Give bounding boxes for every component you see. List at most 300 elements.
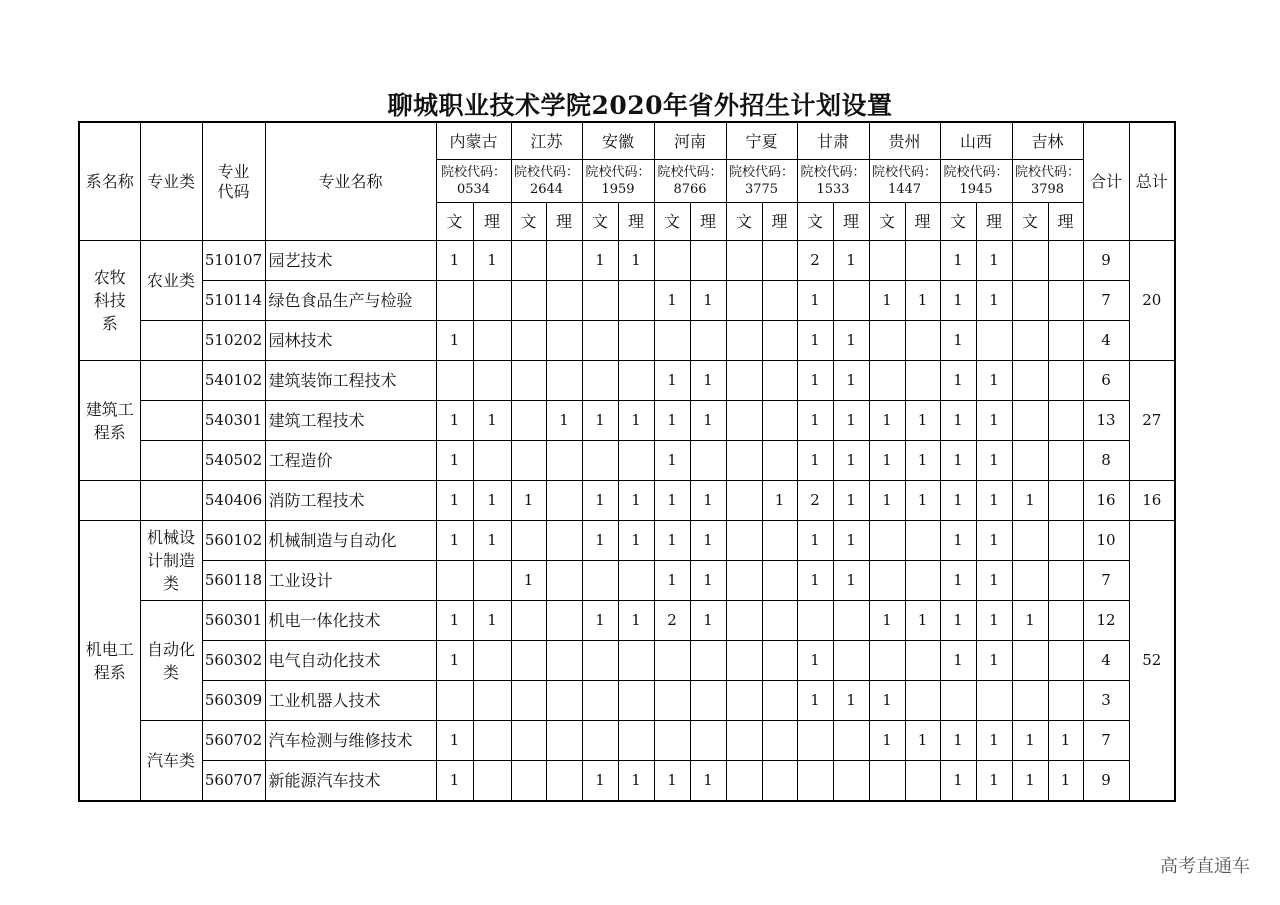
count-wen: 2 — [654, 601, 690, 641]
count-li — [690, 681, 726, 721]
count-li — [762, 721, 797, 761]
count-li — [762, 321, 797, 361]
count-li: 1 — [905, 721, 940, 761]
count-li — [905, 521, 940, 561]
count-li — [905, 321, 940, 361]
count-wen: 1 — [654, 281, 690, 321]
header-wen: 文 — [940, 203, 976, 241]
count-li: 1 — [976, 561, 1012, 601]
count-wen: 1 — [1012, 601, 1048, 641]
province-name: 河南 — [654, 122, 726, 160]
count-wen: 1 — [869, 401, 905, 441]
count-li: 1 — [546, 401, 582, 441]
count-wen: 1 — [654, 761, 690, 802]
table-row — [79, 281, 1175, 321]
count-wen: 1 — [869, 281, 905, 321]
count-li: 1 — [905, 601, 940, 641]
count-li: 1 — [833, 681, 869, 721]
count-wen — [1012, 401, 1048, 441]
category-cell — [140, 481, 202, 521]
count-wen — [582, 441, 618, 481]
count-wen: 1 — [797, 521, 833, 561]
province-name: 江苏 — [511, 122, 582, 160]
count-li — [618, 561, 654, 601]
header-li: 理 — [833, 203, 869, 241]
count-li — [905, 681, 940, 721]
count-wen — [726, 561, 762, 601]
count-wen — [797, 721, 833, 761]
count-li — [762, 401, 797, 441]
table-row — [79, 401, 1175, 441]
count-li: 1 — [976, 721, 1012, 761]
count-li — [618, 641, 654, 681]
count-li: 1 — [833, 561, 869, 601]
row-subtotal: 16 — [1083, 481, 1129, 521]
table-row — [79, 521, 1175, 561]
province-name: 贵州 — [869, 122, 940, 160]
count-li — [473, 441, 511, 481]
count-li — [546, 361, 582, 401]
count-wen — [511, 641, 546, 681]
count-wen — [940, 681, 976, 721]
count-wen — [726, 361, 762, 401]
major-code: 560702 — [202, 721, 265, 761]
count-li: 1 — [690, 361, 726, 401]
count-li: 1 — [690, 401, 726, 441]
count-wen: 1 — [436, 641, 473, 681]
count-li: 1 — [976, 361, 1012, 401]
count-li: 1 — [618, 761, 654, 802]
count-wen — [869, 241, 905, 281]
count-wen — [511, 721, 546, 761]
count-wen: 1 — [582, 601, 618, 641]
count-li — [762, 601, 797, 641]
count-wen — [797, 761, 833, 802]
header-li: 理 — [1048, 203, 1083, 241]
count-li: 1 — [473, 401, 511, 441]
major-code: 560302 — [202, 641, 265, 681]
count-li — [1048, 281, 1083, 321]
count-li — [1048, 241, 1083, 281]
count-li: 1 — [976, 441, 1012, 481]
count-li — [473, 561, 511, 601]
count-wen — [726, 641, 762, 681]
count-wen — [726, 441, 762, 481]
count-li: 1 — [976, 761, 1012, 802]
count-li — [546, 281, 582, 321]
count-wen — [436, 561, 473, 601]
count-li — [1048, 641, 1083, 681]
count-li — [546, 761, 582, 802]
count-li — [1048, 441, 1083, 481]
count-li — [618, 281, 654, 321]
count-li: 1 — [833, 481, 869, 521]
count-wen: 2 — [797, 241, 833, 281]
count-wen: 1 — [797, 681, 833, 721]
count-wen: 1 — [797, 361, 833, 401]
count-li — [1048, 361, 1083, 401]
count-wen — [511, 321, 546, 361]
count-li: 1 — [473, 521, 511, 561]
category-cell — [140, 321, 202, 361]
count-wen: 1 — [940, 281, 976, 321]
count-wen — [726, 721, 762, 761]
count-li — [905, 761, 940, 802]
dept-cell: 建筑工程系 — [79, 361, 140, 481]
count-wen — [869, 761, 905, 802]
count-wen — [582, 281, 618, 321]
count-li — [546, 521, 582, 561]
count-wen — [797, 601, 833, 641]
count-li — [618, 681, 654, 721]
count-wen: 1 — [436, 241, 473, 281]
major-name: 建筑工程技术 — [265, 401, 436, 441]
row-subtotal: 7 — [1083, 281, 1129, 321]
header-total: 总计 — [1129, 122, 1175, 241]
count-li — [618, 321, 654, 361]
dept-cell: 机电工程系 — [79, 521, 140, 802]
count-li: 1 — [690, 761, 726, 802]
major-name: 工业机器人技术 — [265, 681, 436, 721]
count-wen: 1 — [797, 561, 833, 601]
group-total: 16 — [1129, 481, 1175, 521]
count-wen: 1 — [436, 721, 473, 761]
count-li — [833, 641, 869, 681]
school-code: 院校代码：3775 — [726, 160, 797, 203]
count-wen — [654, 321, 690, 361]
count-li: 1 — [1048, 761, 1083, 802]
count-li — [905, 641, 940, 681]
count-li — [546, 561, 582, 601]
count-wen — [511, 281, 546, 321]
header-wen: 文 — [869, 203, 905, 241]
count-li — [976, 681, 1012, 721]
count-wen: 1 — [797, 321, 833, 361]
count-wen: 1 — [436, 761, 473, 802]
school-code: 院校代码：1959 — [582, 160, 654, 203]
school-code: 院校代码：8766 — [654, 160, 726, 203]
count-li — [690, 641, 726, 681]
count-li — [690, 441, 726, 481]
count-wen — [869, 561, 905, 601]
count-wen: 1 — [582, 401, 618, 441]
count-li — [473, 721, 511, 761]
table-row — [79, 681, 1175, 721]
row-subtotal: 9 — [1083, 241, 1129, 281]
count-li — [762, 761, 797, 802]
count-wen — [582, 561, 618, 601]
count-wen: 1 — [654, 401, 690, 441]
major-code: 540301 — [202, 401, 265, 441]
count-li: 1 — [618, 241, 654, 281]
header-name: 专业名称 — [265, 122, 436, 241]
count-li — [473, 681, 511, 721]
major-name: 汽车检测与维修技术 — [265, 721, 436, 761]
count-li: 1 — [833, 401, 869, 441]
school-code: 院校代码：1447 — [869, 160, 940, 203]
header-wen: 文 — [436, 203, 473, 241]
category-cell — [140, 361, 202, 401]
count-wen — [869, 641, 905, 681]
count-li — [976, 321, 1012, 361]
category-cell — [140, 401, 202, 441]
count-li — [546, 481, 582, 521]
count-li — [473, 641, 511, 681]
major-name: 工程造价 — [265, 441, 436, 481]
enrollment-plan-table — [78, 121, 1176, 802]
count-wen: 1 — [654, 561, 690, 601]
header-code: 专业代码 — [202, 122, 265, 241]
count-li — [546, 601, 582, 641]
count-li — [1048, 681, 1083, 721]
count-wen: 1 — [436, 401, 473, 441]
count-wen — [1012, 681, 1048, 721]
header-category: 专业类 — [140, 122, 202, 241]
count-wen: 1 — [654, 521, 690, 561]
major-code: 560118 — [202, 561, 265, 601]
count-wen — [582, 721, 618, 761]
row-subtotal: 4 — [1083, 321, 1129, 361]
group-total: 20 — [1129, 241, 1175, 361]
count-wen — [726, 481, 762, 521]
count-wen — [726, 281, 762, 321]
count-wen — [654, 721, 690, 761]
count-li — [546, 441, 582, 481]
count-wen — [726, 401, 762, 441]
major-code: 540102 — [202, 361, 265, 401]
count-wen: 1 — [797, 441, 833, 481]
count-li — [618, 441, 654, 481]
count-wen: 1 — [869, 721, 905, 761]
header-wen: 文 — [654, 203, 690, 241]
count-wen — [726, 601, 762, 641]
category-cell: 汽车类 — [140, 721, 202, 802]
province-name: 山西 — [940, 122, 1012, 160]
count-wen: 1 — [940, 521, 976, 561]
count-wen: 1 — [436, 441, 473, 481]
count-li — [473, 281, 511, 321]
row-subtotal: 6 — [1083, 361, 1129, 401]
count-wen: 1 — [940, 401, 976, 441]
school-code: 院校代码：3798 — [1012, 160, 1083, 203]
count-li — [546, 721, 582, 761]
table-row — [79, 481, 1175, 521]
count-wen: 1 — [940, 241, 976, 281]
count-li: 1 — [618, 481, 654, 521]
count-li: 1 — [976, 521, 1012, 561]
count-li: 1 — [833, 241, 869, 281]
major-name: 机械制造与自动化 — [265, 521, 436, 561]
major-name: 建筑装饰工程技术 — [265, 361, 436, 401]
major-code: 510202 — [202, 321, 265, 361]
count-li — [762, 281, 797, 321]
header-wen: 文 — [582, 203, 618, 241]
major-code: 560707 — [202, 761, 265, 802]
header-wen: 文 — [511, 203, 546, 241]
count-li — [905, 361, 940, 401]
group-total: 52 — [1129, 521, 1175, 802]
count-li — [1048, 481, 1083, 521]
header-wen: 文 — [726, 203, 762, 241]
count-li: 1 — [833, 441, 869, 481]
count-wen: 1 — [940, 321, 976, 361]
count-wen — [582, 361, 618, 401]
count-li: 1 — [833, 321, 869, 361]
count-li: 1 — [905, 281, 940, 321]
header-li: 理 — [618, 203, 654, 241]
row-subtotal: 3 — [1083, 681, 1129, 721]
count-li — [905, 561, 940, 601]
category-cell: 机械设计制造类 — [140, 521, 202, 601]
count-li — [905, 241, 940, 281]
table-row — [79, 641, 1175, 681]
major-name: 园艺技术 — [265, 241, 436, 281]
count-wen — [511, 761, 546, 802]
major-name: 工业设计 — [265, 561, 436, 601]
count-wen: 1 — [436, 481, 473, 521]
province-name: 甘肃 — [797, 122, 869, 160]
count-wen — [654, 241, 690, 281]
row-subtotal: 10 — [1083, 521, 1129, 561]
major-name: 机电一体化技术 — [265, 601, 436, 641]
count-wen — [1012, 321, 1048, 361]
count-wen: 1 — [436, 601, 473, 641]
major-code: 560309 — [202, 681, 265, 721]
count-wen — [869, 321, 905, 361]
count-li: 1 — [833, 361, 869, 401]
count-wen: 1 — [940, 721, 976, 761]
major-code: 560301 — [202, 601, 265, 641]
count-wen: 1 — [940, 441, 976, 481]
count-li — [833, 721, 869, 761]
count-li — [1048, 521, 1083, 561]
count-wen: 1 — [869, 441, 905, 481]
dept-cell: 农牧科技系 — [79, 241, 140, 361]
province-name: 内蒙古 — [436, 122, 511, 160]
major-name: 新能源汽车技术 — [265, 761, 436, 802]
row-subtotal: 9 — [1083, 761, 1129, 802]
table-row — [79, 241, 1175, 281]
count-wen: 1 — [1012, 481, 1048, 521]
table-row — [79, 761, 1175, 802]
count-wen: 1 — [940, 481, 976, 521]
count-wen — [726, 761, 762, 802]
count-wen — [1012, 641, 1048, 681]
row-subtotal: 8 — [1083, 441, 1129, 481]
table-row — [79, 721, 1175, 761]
watermark: 高考直通车 — [1160, 856, 1250, 877]
count-wen: 1 — [654, 361, 690, 401]
count-li — [690, 721, 726, 761]
table-row — [79, 321, 1175, 361]
count-wen — [1012, 521, 1048, 561]
row-subtotal: 12 — [1083, 601, 1129, 641]
count-wen: 1 — [654, 441, 690, 481]
count-wen — [726, 681, 762, 721]
count-wen: 2 — [797, 481, 833, 521]
major-code: 540502 — [202, 441, 265, 481]
count-wen — [511, 601, 546, 641]
count-li — [546, 241, 582, 281]
count-li: 1 — [473, 241, 511, 281]
count-li: 1 — [976, 641, 1012, 681]
school-code: 院校代码：0534 — [436, 160, 511, 203]
count-li — [1048, 321, 1083, 361]
count-li: 1 — [618, 521, 654, 561]
count-wen — [436, 281, 473, 321]
count-wen: 1 — [436, 521, 473, 561]
category-cell: 农业类 — [140, 241, 202, 321]
count-wen — [869, 361, 905, 401]
count-li: 1 — [690, 521, 726, 561]
table-row — [79, 561, 1175, 601]
table-row — [79, 601, 1175, 641]
count-li — [1048, 601, 1083, 641]
count-li — [473, 761, 511, 802]
count-li: 1 — [690, 601, 726, 641]
page-title: 聊城职业技术学院2020年省外招生计划设置 — [387, 91, 893, 120]
header-wen: 文 — [797, 203, 833, 241]
count-wen — [436, 361, 473, 401]
count-li — [762, 641, 797, 681]
count-li: 1 — [473, 481, 511, 521]
row-subtotal: 13 — [1083, 401, 1129, 441]
count-li — [762, 361, 797, 401]
major-code: 510107 — [202, 241, 265, 281]
count-li — [833, 761, 869, 802]
count-wen: 1 — [940, 761, 976, 802]
header-li: 理 — [546, 203, 582, 241]
major-name: 电气自动化技术 — [265, 641, 436, 681]
count-wen: 1 — [940, 601, 976, 641]
header-wen: 文 — [1012, 203, 1048, 241]
count-li — [1048, 401, 1083, 441]
count-li — [473, 361, 511, 401]
count-li — [618, 361, 654, 401]
row-subtotal: 7 — [1083, 721, 1129, 761]
major-code: 540406 — [202, 481, 265, 521]
count-wen: 1 — [797, 641, 833, 681]
count-li — [1048, 561, 1083, 601]
header-dept: 系名称 — [79, 122, 140, 241]
count-wen: 1 — [797, 401, 833, 441]
count-wen: 1 — [511, 481, 546, 521]
count-wen — [1012, 361, 1048, 401]
count-wen: 1 — [869, 681, 905, 721]
category-cell — [140, 441, 202, 481]
count-li — [618, 721, 654, 761]
count-wen — [726, 521, 762, 561]
count-wen — [511, 361, 546, 401]
count-li — [473, 321, 511, 361]
header-li: 理 — [473, 203, 511, 241]
major-name: 消防工程技术 — [265, 481, 436, 521]
count-wen — [582, 641, 618, 681]
count-wen: 1 — [582, 521, 618, 561]
count-wen — [654, 681, 690, 721]
count-wen: 1 — [436, 321, 473, 361]
count-li: 1 — [690, 481, 726, 521]
count-wen — [436, 681, 473, 721]
count-li: 1 — [905, 401, 940, 441]
count-wen: 1 — [1012, 761, 1048, 802]
count-wen: 1 — [1012, 721, 1048, 761]
count-li: 1 — [976, 241, 1012, 281]
count-li: 1 — [1048, 721, 1083, 761]
header-li: 理 — [762, 203, 797, 241]
school-code: 院校代码：1533 — [797, 160, 869, 203]
count-li: 1 — [833, 521, 869, 561]
